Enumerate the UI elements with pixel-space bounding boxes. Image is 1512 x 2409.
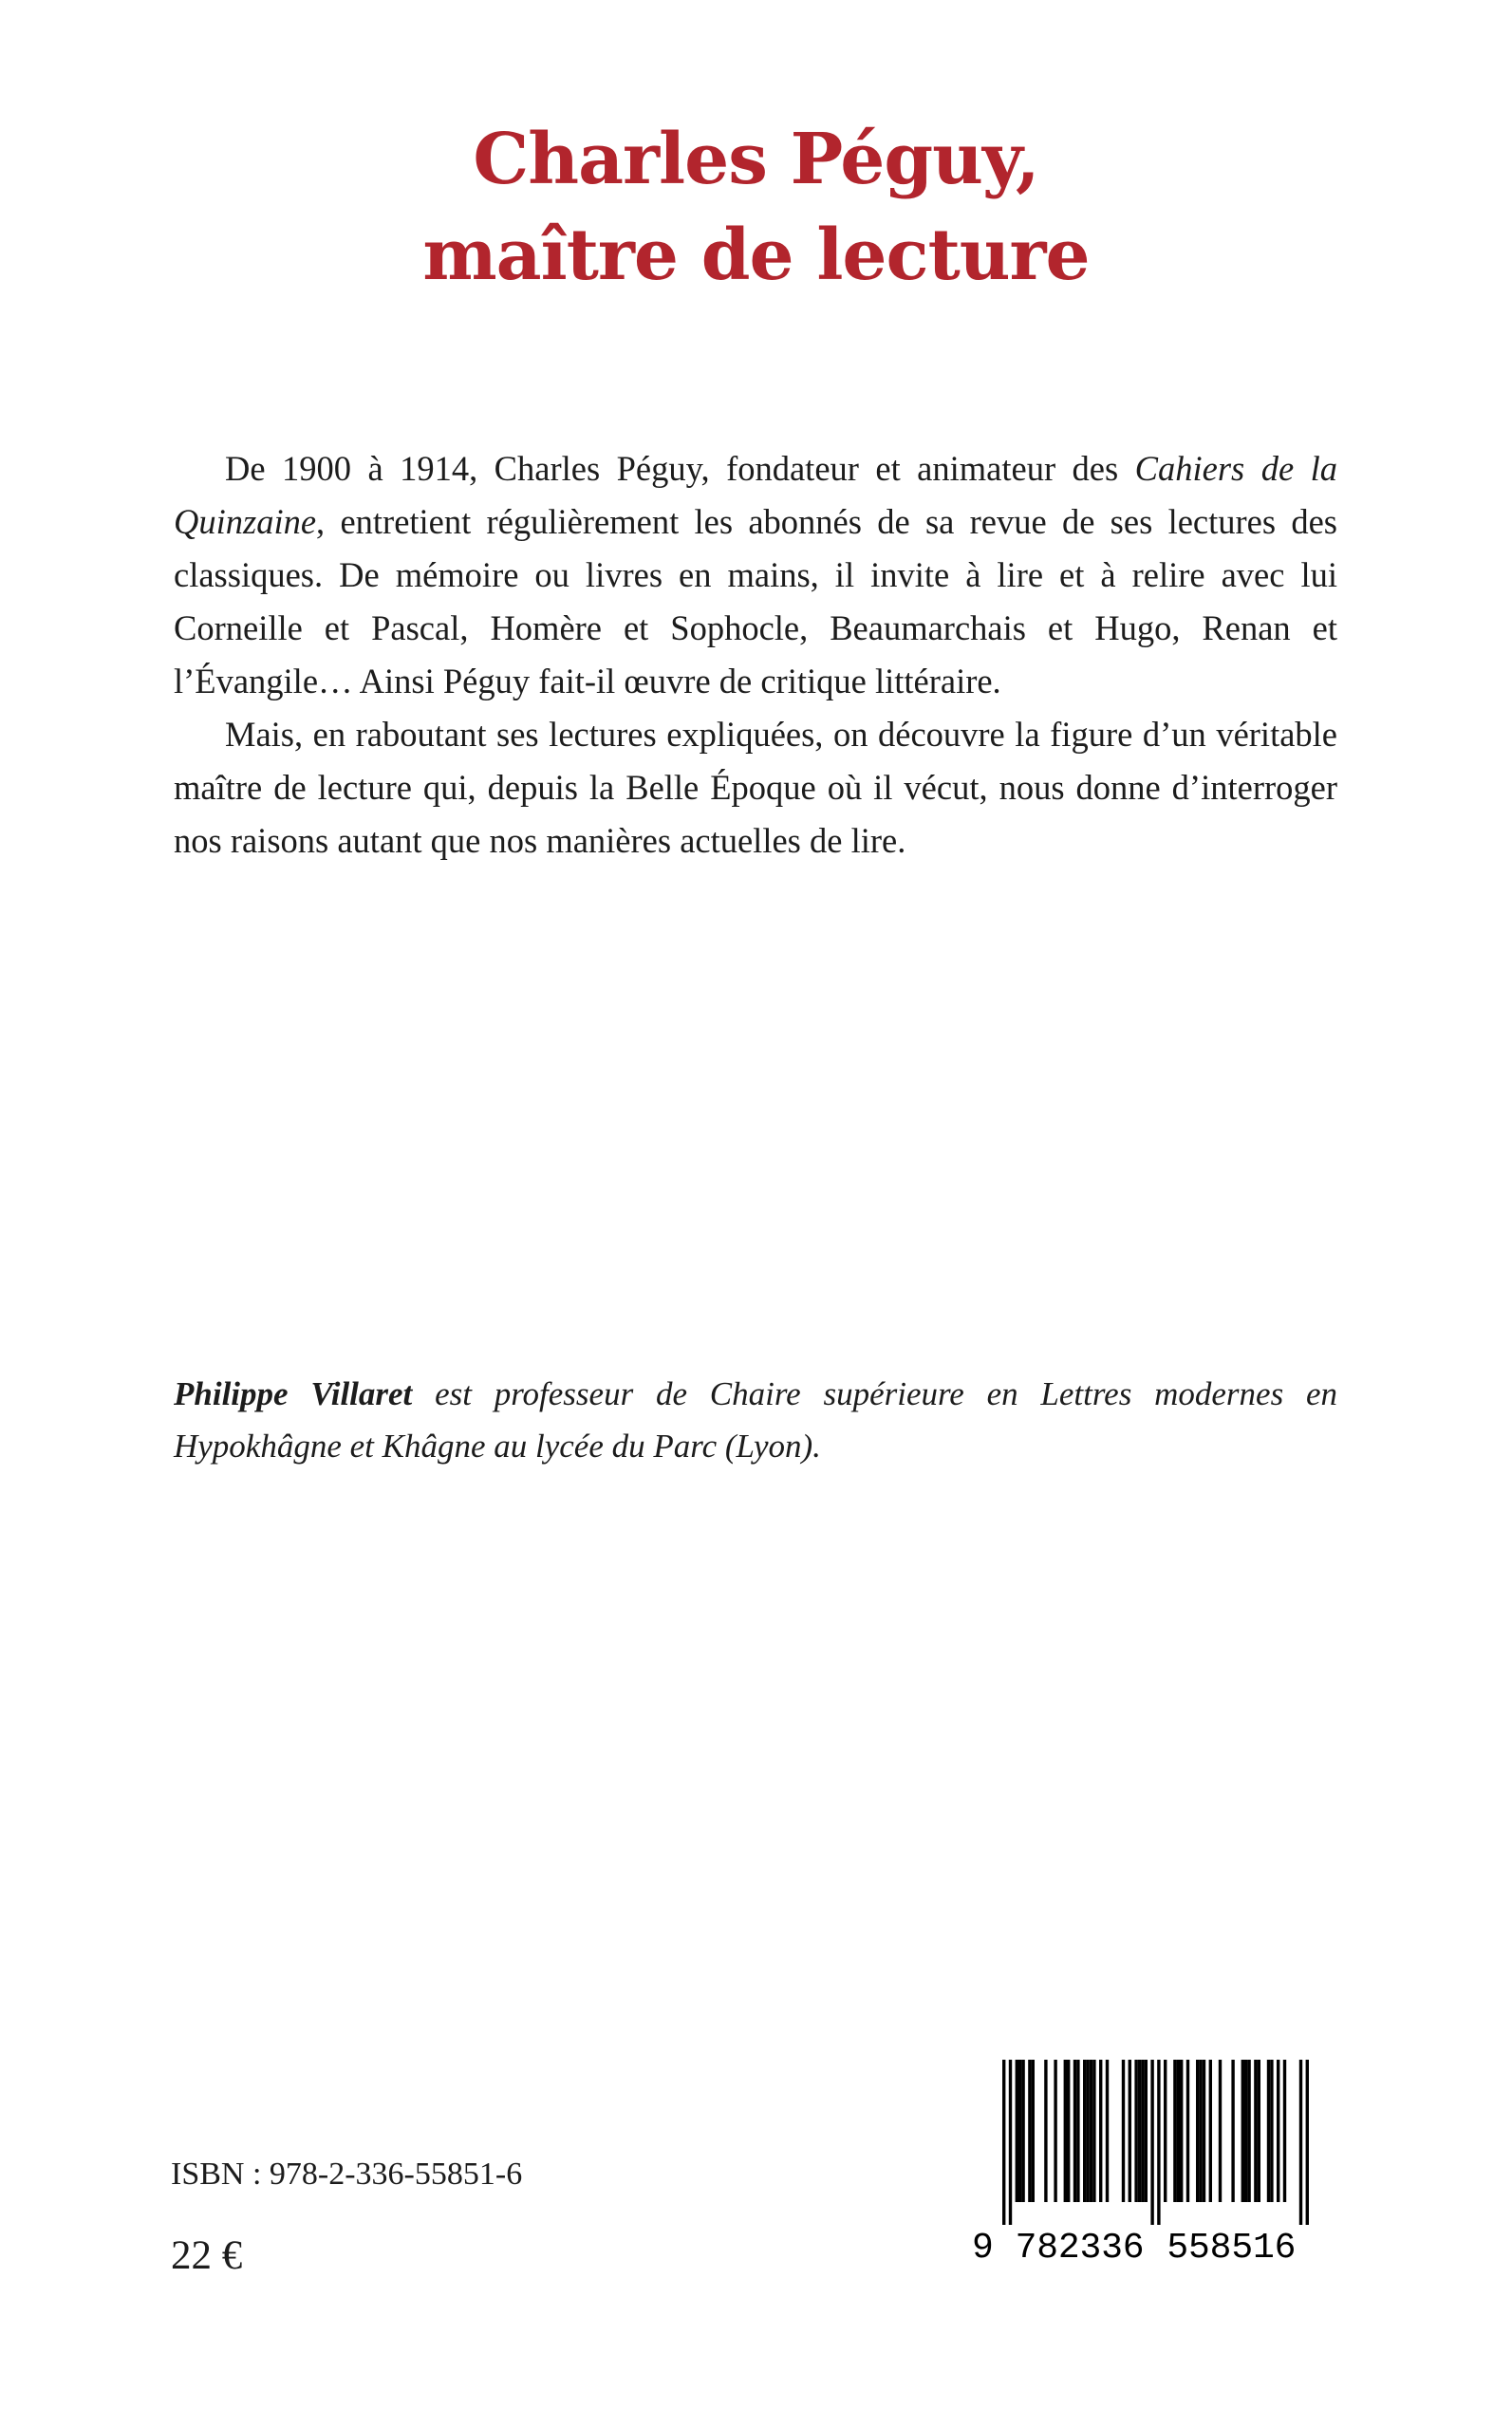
- isbn-text: ISBN : 978-2-336-55851-6: [171, 2157, 523, 2192]
- synopsis-paragraph: [174, 708, 1337, 868]
- barcode-digits-left: 782336: [1015, 2228, 1145, 2267]
- book-title-line-1: Charles Péguy,: [473, 119, 1039, 200]
- book-title-line-2: maître de lecture: [422, 215, 1090, 296]
- ean13-barcode-svg: [970, 2060, 1315, 2267]
- text-segment: , entretient régulièrement les abonnés de sa revue de ses lectures des classiques. De mémoire ou livres en mains, il invite à lire et à relire avec lui Corneille et Pascal, Homère et Sophocle, Beaumarchais et Hugo, Renan et l’Évangile… Ainsi Péguy fait-il œuvre de critique littéraire.: [174, 502, 1337, 700]
- book-title: [0, 112, 1512, 304]
- text-segment: Philippe Villaret: [174, 1375, 413, 1412]
- barcode-digit-lead: 9: [972, 2228, 994, 2267]
- barcode: [970, 2060, 1321, 2269]
- synopsis-paragraph: [174, 442, 1337, 708]
- author-note: [174, 1368, 1337, 1472]
- synopsis: [174, 442, 1337, 868]
- text-segment: Cahiers de la Quinzaine: [174, 449, 1337, 541]
- text-segment: est professeur de Chaire supérieure en Lettres modernes en Hypokhâgne et Khâgne au lycée du Parc (Lyon).: [174, 1375, 1337, 1465]
- text-segment: Mais, en raboutant ses lectures expliquées, on découvre la figure d’un véritable maître de lecture qui, depuis la Belle Époque où il vécut, nous donne d’interroger nos raisons autant que nos manières actuelles de lire.: [174, 715, 1337, 860]
- text-segment: De 1900 à 1914, Charles Péguy, fondateur et animateur des: [225, 449, 1135, 488]
- barcode-digits-right: 558516: [1167, 2228, 1297, 2267]
- price-text: 22 €: [171, 2233, 243, 2278]
